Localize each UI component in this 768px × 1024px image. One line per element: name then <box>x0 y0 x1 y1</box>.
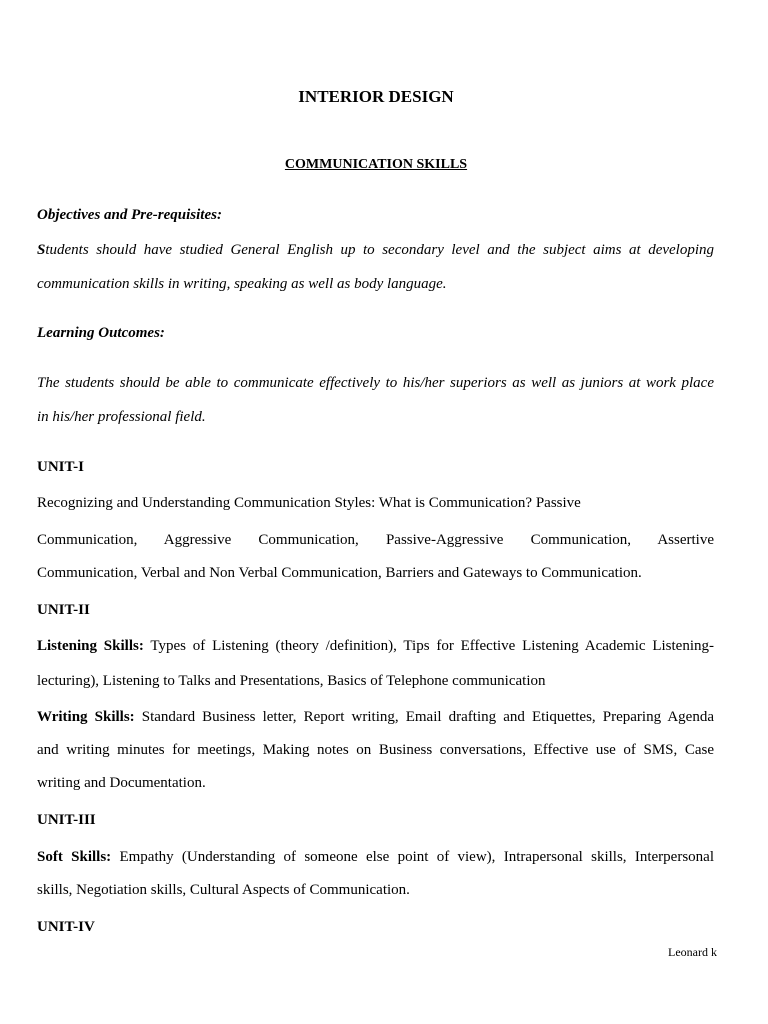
writing-line-3: writing and Documentation. <box>37 775 206 791</box>
listening-line-2: lecturing), Listening to Talks and Presentations, Basics of Telephone communication <box>37 673 546 689</box>
unit-1-line-1: Recognizing and Understanding Communication Styles: What is Communication? Passive <box>37 495 581 511</box>
unit-1-line-3: Communication, Verbal and Non Verbal Communication, Barriers and Gateways to Communication. <box>37 565 642 581</box>
outcomes-line-1: The students should be able to communicate effectively to his/her superiors as well as juniors at work place <box>37 375 714 391</box>
writing-label: Writing Skills: <box>37 709 135 725</box>
outcomes-heading: Learning Outcomes: <box>37 325 165 341</box>
writing-line-2: and writing minutes for meetings, Making notes on Business conversations, Effective use of SMS, Case <box>37 742 714 758</box>
unit-1-heading: UNIT-I <box>37 459 84 475</box>
unit-2-heading: UNIT-II <box>37 602 90 618</box>
writing-line-1 <box>37 708 714 726</box>
unit-3-heading: UNIT-III <box>37 812 96 828</box>
soft-skills-line-2: skills, Negotiation skills, Cultural Aspects of Communication. <box>37 882 410 898</box>
listening-line-1 <box>37 637 714 655</box>
page-footer: Leonard k <box>668 945 717 959</box>
objectives-heading: Objectives and Pre-requisites: <box>37 207 222 223</box>
document-title: INTERIOR DESIGN <box>298 87 454 106</box>
writing-line-1-text: Standard Business letter, Report writing, Email drafting and Etiquettes, Preparing Agenda <box>134 709 714 725</box>
outcomes-line-2: in his/her professional field. <box>37 409 206 425</box>
objectives-line-2: communication skills in writing, speaking as well as body language. <box>37 276 447 292</box>
unit-4-heading: UNIT-IV <box>37 919 95 935</box>
soft-skills-line-1-text: Empathy (Understanding of someone else point of view), Intrapersonal skills, Interpersonal <box>111 849 714 865</box>
unit-1-line-2: Communication, Aggressive Communication, Passive-Aggressive Communication, Assertive <box>37 532 714 548</box>
objectives-dropcap: S <box>37 242 46 258</box>
soft-skills-line-1 <box>37 848 714 866</box>
course-title: COMMUNICATION SKILLS <box>284 157 468 172</box>
soft-skills-label: Soft Skills: <box>37 849 112 865</box>
listening-line-1-text: Types of Listening (theory /definition), Tips for Effective Listening Academic Listening- <box>143 638 714 654</box>
objectives-line-1-text: tudents should have studied General English up to secondary level and the subject aims at developing <box>45 242 714 258</box>
listening-label: Listening Skills: <box>37 638 144 654</box>
objectives-line-1 <box>37 241 714 259</box>
